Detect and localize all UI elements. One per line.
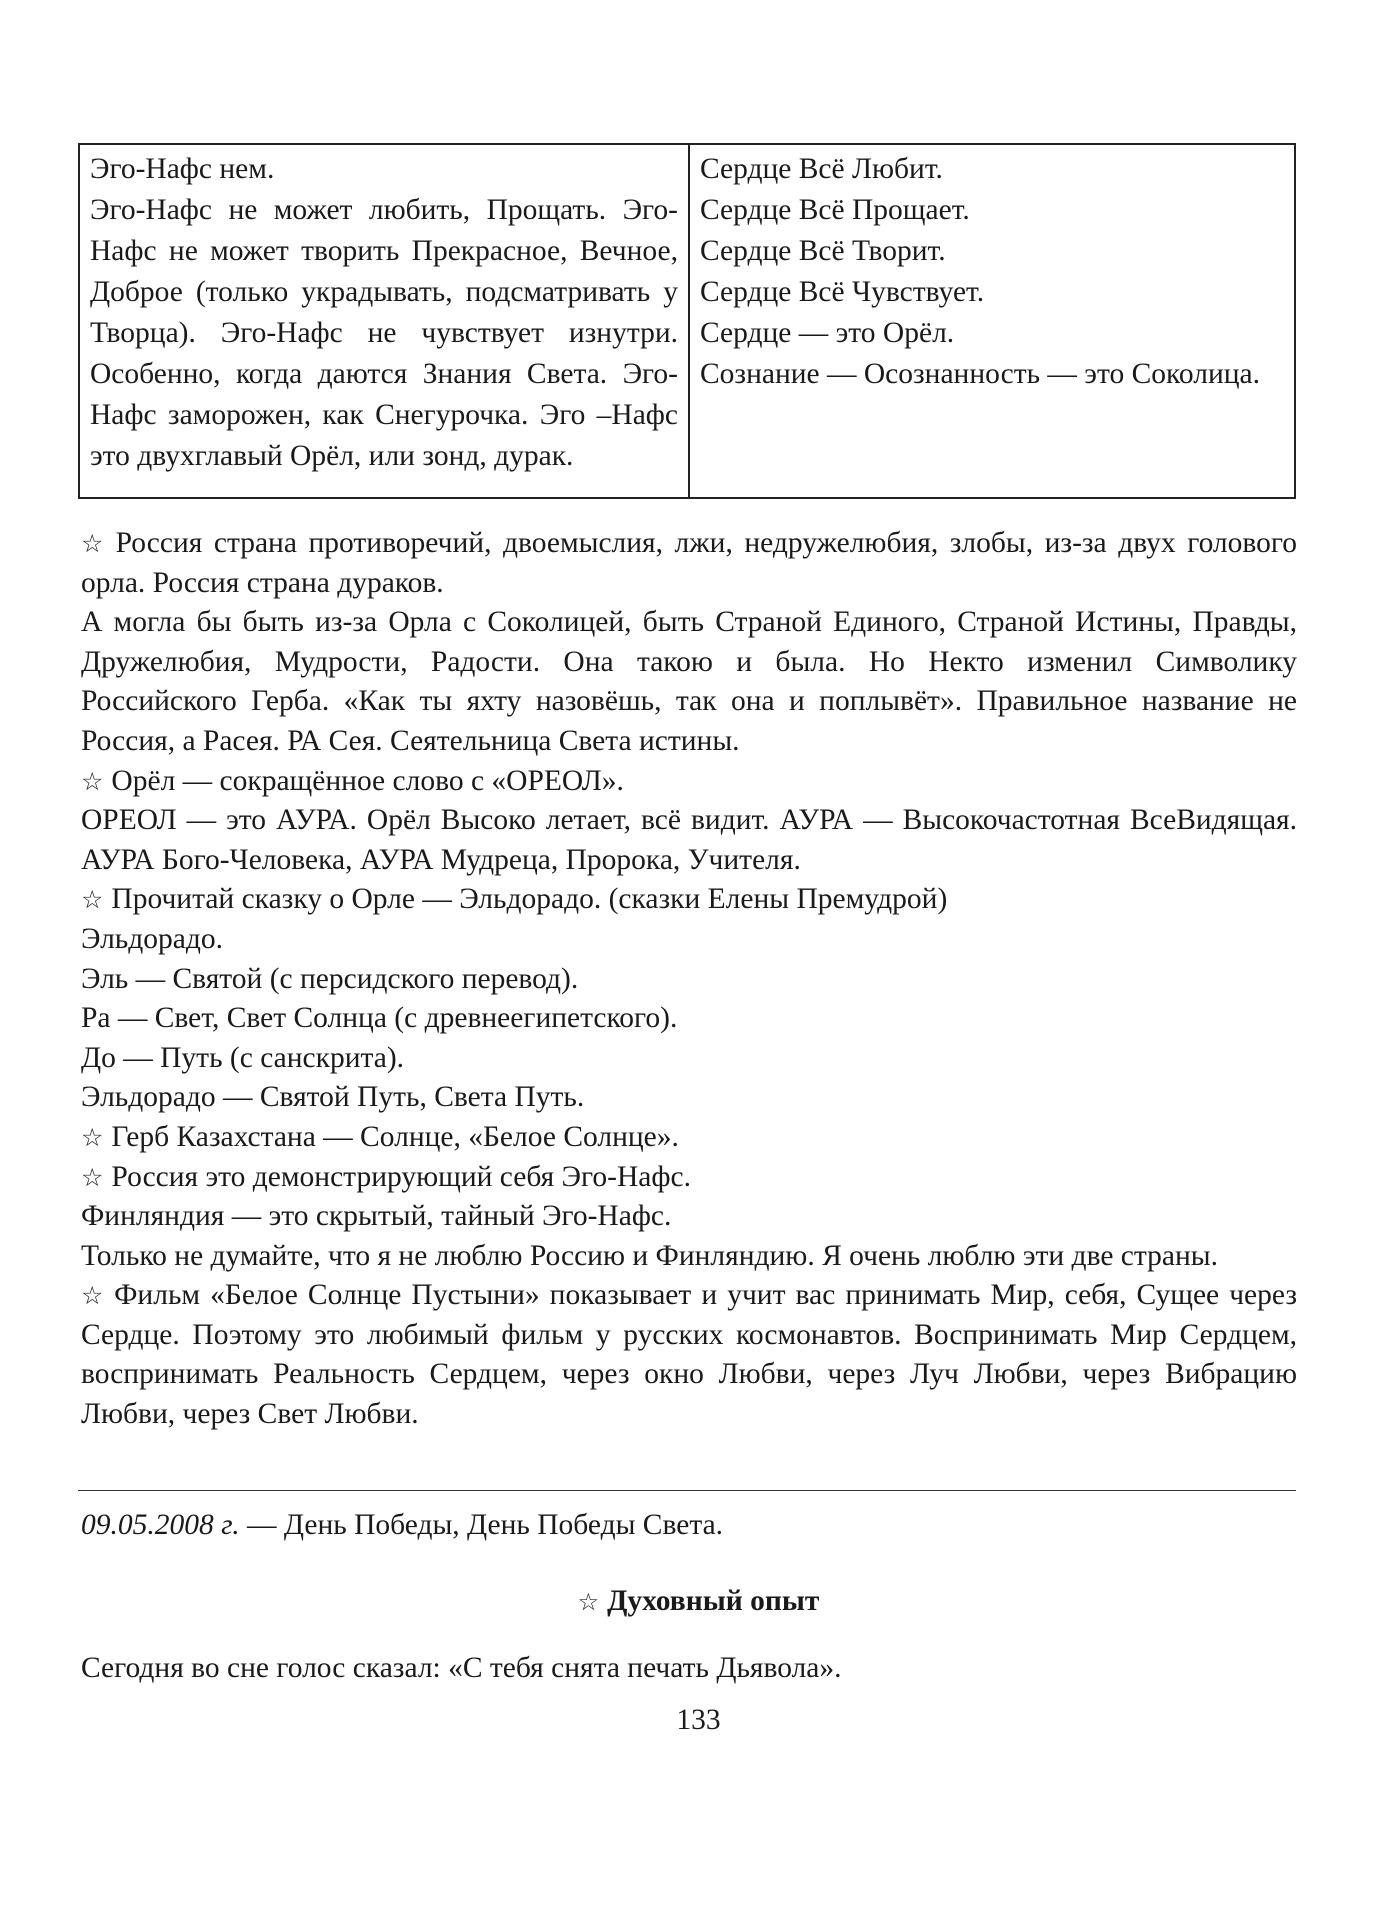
body-paragraph <box>81 1158 1297 1198</box>
paragraph-text: Эльдорадо — Святой Путь, Света Путь. <box>81 1081 585 1114</box>
paragraph-text: Ра — Свет, Свет Солнца (с древнеегипетского). <box>81 1002 678 1035</box>
paragraph-text: Эльдорадо. <box>81 922 223 955</box>
body-paragraph <box>81 603 1297 761</box>
star-icon: ☆ <box>81 885 104 915</box>
section-divider <box>78 1490 1296 1491</box>
star-icon: ☆ <box>577 1588 600 1616</box>
paragraph-text: Эль — Святой (с персидского перевод). <box>81 962 579 995</box>
body-paragraph <box>81 1118 1297 1158</box>
table-line: Сердце Всё Творит. <box>700 235 946 267</box>
closing-paragraph: Сегодня во сне голос сказал: «С тебя снята печать Дьявола». <box>81 1652 842 1684</box>
entry-text: — День Победы, День Победы Света. <box>247 1509 724 1541</box>
body-paragraph <box>81 1197 1297 1237</box>
body-paragraph <box>81 1276 1297 1434</box>
paragraph-text: Только не думайте, что я не люблю Россию и Финляндию. Я очень люблю эти две страны. <box>81 1239 1218 1272</box>
paragraph-text: Финляндия — это скрытый, тайный Эго-Нафс. <box>81 1200 672 1233</box>
paragraph-text: А могла бы быть из-за Орла с Соколицей, быть Страной Единого, Страной Истины, Правды, Дружелюбия, Мудрости, Радости. Она такою и была. Но Некто изменил Символику Российского Герба. «Как ты яхту назовёшь, так она и поплывёт». Правильное название не Россия, а Расея. РА Сея. Сеятельница Света истины. <box>81 606 1297 757</box>
paragraph-text: Россия это демонстрирующий себя Эго-Нафс. <box>111 1160 691 1193</box>
body-paragraph <box>81 880 1297 920</box>
paragraph-text: ОРЕОЛ — это АУРА. Орёл Высоко летает, всё видит. АУРА — Высокочастотная ВсеВидящая. АУРА Бого-Человека, АУРА Мудреца, Пророка, Учителя. <box>81 804 1297 876</box>
page-number: 133 <box>676 1704 721 1736</box>
table-line: Сердце Всё Чувствует. <box>700 276 985 308</box>
body-text <box>81 524 1297 1435</box>
paragraph-text: Герб Казахстана — Солнце, «Белое Солнце». <box>111 1120 679 1153</box>
body-paragraph <box>81 762 1297 802</box>
paragraph-text: До — Путь (с санскрита). <box>81 1041 405 1074</box>
star-icon: ☆ <box>81 529 108 558</box>
star-icon: ☆ <box>81 1122 104 1152</box>
table-line: Сердце — это Орёл. <box>700 317 955 349</box>
paragraph-text: Прочитай сказку о Орле — Эльдорадо. (сказки Елены Премудрой) <box>111 883 948 916</box>
body-paragraph <box>81 920 1297 960</box>
paragraph-text: Фильм «Белое Солнце Пустыни» показывает и учит вас принимать Мир, себя, Сущее через Сердце. Поэтому это любимый фильм у русских космонавтов. Воспринимать Мир Сердцем, воспринимать Реальность Сердцем, через окно Любви, через Луч Любви, через Вибрацию Любви, через Свет Любви. <box>81 1279 1297 1431</box>
body-paragraph <box>81 524 1297 603</box>
table-cell-ego-nafs <box>80 145 690 497</box>
entry-date: 09.05.2008 г. <box>81 1509 240 1541</box>
body-paragraph <box>81 1237 1297 1277</box>
body-paragraph <box>81 999 1297 1039</box>
paragraph-text: Орёл — сокращённое слово с «ОРЕОЛ». <box>111 764 624 797</box>
table-line: Сердце Всё Прощает. <box>700 194 970 226</box>
table-line: Сознание — Осознанность — это Соколица. <box>700 358 1260 390</box>
table-line: Сердце Всё Любит. <box>700 153 943 185</box>
table-cell-heart <box>690 145 1294 497</box>
comparison-table <box>78 143 1296 499</box>
star-icon: ☆ <box>81 1162 104 1192</box>
star-icon: ☆ <box>81 766 104 796</box>
body-paragraph <box>81 801 1297 880</box>
table-line: Эго-Нафс не может любить, Прощать. Эго-Нафс не может творить Прекрасное, Вечное, Доброе (только украдывать, подсматривать у Творца). Эго-Нафс не чувствует изнутри. Особенно, когда даются Знания Света. Эго-Нафс заморожен, как Снегурочка. Эго –Нафс это двухглавый Орёл, или зонд, дурак. <box>90 194 678 472</box>
body-paragraph <box>81 960 1297 1000</box>
star-icon: ☆ <box>81 1281 107 1311</box>
paragraph-text: Россия страна противоречий, двоемыслия, лжи, недружелюбия, злобы, из-за двух голового орла. Россия страна дураков. <box>81 527 1297 599</box>
section-heading <box>0 1585 1397 1618</box>
section-title: Духовный опыт <box>607 1585 820 1617</box>
table-line: Эго-Нафс нем. <box>90 153 275 185</box>
body-paragraph <box>81 1039 1297 1079</box>
body-paragraph <box>81 1078 1297 1118</box>
dated-entry <box>81 1509 723 1542</box>
